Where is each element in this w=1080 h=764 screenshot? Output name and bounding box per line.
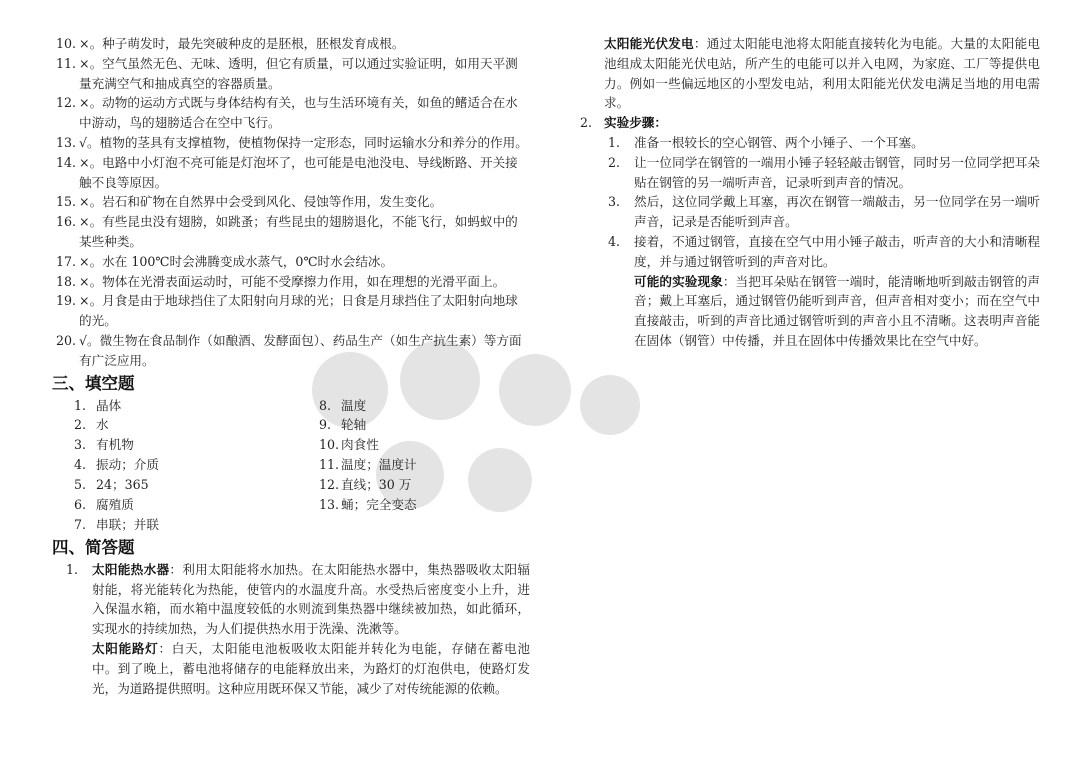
fill-answer-7 [74, 515, 319, 535]
fill-number: 4. [74, 457, 87, 473]
fill-text: 腐殖质 [96, 497, 134, 513]
tf-text: √。微生物在食品制作（如酿酒、发酵面包）、药品生产（如生产抗生素）等方面有广泛应用。 [79, 332, 522, 368]
tf-number: 12. [56, 95, 77, 111]
left-column [52, 34, 530, 698]
tf-text: √。植物的茎具有支撑植物，使植物保持一定形态，同时运输水分和养分的作用。 [79, 134, 528, 150]
tf-number: 19. [56, 293, 77, 309]
fill-text: 有机物 [96, 437, 134, 453]
paragraph-text: ：白天，太阳能电池板吸收太阳能并转化为电能，存储在蓄电池中。到了晚上，蓄电池将储存的电能释放出来，为路灯的灯泡供电，使路灯发光，为道路提供照明。这种应用既环保又节能，减少了对传统能源的依赖。 [92, 641, 531, 696]
tf-text: ×。水在 100℃时会沸腾变成水蒸气，0℃时水会结冰。 [79, 253, 394, 269]
step-number: 1. [608, 134, 621, 150]
fill-number: 6. [74, 497, 87, 513]
step-text: 然后，这位同学戴上耳塞，再次在钢管一端敲击，另一位同学在另一端听声音，记录是否能听到声音。 [634, 194, 1040, 230]
tf-text: ×。有些昆虫没有翅膀，如跳蚤；有些昆虫的翅膀退化，不能飞行，如蚂蚁中的某些种类。 [79, 214, 518, 249]
tf-text: ×。电路中小灯泡不亮可能是灯泡坏了，也可能是电池没电、导线断路、开关接触不良等原因。 [79, 154, 518, 190]
step-text: 准备一根较长的空心钢管、两个小锤子、一个耳塞。 [634, 134, 924, 150]
steps-label: 实验步骤： [604, 115, 667, 131]
paragraph-text: ：利用太阳能将水加热。在太阳能热水器中，集热器吸收太阳辐射能，将光能转化为热能，使管内的水温度升高。水受热后密度变小上升，进入保温水箱，而水箱中温度较低的水则流到集热器中继续被加热，如此循环，实现水的持续加热，为人们提供热水用于洗澡、洗漱等。 [92, 561, 531, 637]
step-number: 3. [608, 194, 621, 210]
solar-street-light-paragraph [92, 639, 530, 698]
tf-text: ×。岩石和矿物在自然界中会受到风化、侵蚀等作用，发生变化。 [79, 194, 443, 210]
fill-number: 11. [319, 457, 340, 473]
fill-answer-11 [319, 455, 529, 475]
step-text: 让一位同学在钢管的一端用小锤子轻轻敲击钢管，同时另一位同学把耳朵贴在钢管的另一端听声音，记录听到声音的情况。 [634, 154, 1040, 190]
fill-answer-6 [74, 495, 319, 515]
phenomenon-label: 可能的实验现象 [634, 273, 723, 289]
tf-answer-17 [56, 252, 530, 272]
fill-number: 9. [319, 417, 332, 433]
fill-text: 晶体 [96, 397, 122, 413]
tf-answer-14 [56, 153, 530, 193]
fill-answer-3 [74, 435, 319, 455]
step-text: 接着，不通过钢管，直接在空气中用小锤子敲击，听声音的大小和清晰程度，并与通过钢管听到的声音对比。 [634, 233, 1040, 269]
tf-number: 20. [56, 332, 77, 348]
fill-text: 串联；并联 [96, 516, 159, 532]
tf-answer-15 [56, 192, 530, 212]
fill-column-left [74, 396, 319, 535]
step-number: 2. [608, 154, 621, 170]
fill-text: 直线；30 万 [341, 477, 412, 493]
tf-answer-12 [56, 93, 530, 133]
fill-text: 振动；介质 [96, 457, 159, 473]
tf-number: 11. [56, 55, 77, 71]
fill-text: 温度 [341, 397, 367, 413]
experiment-step-2 [580, 153, 1040, 193]
tf-answer-10 [56, 34, 530, 54]
experiment-step-3 [580, 192, 1040, 232]
fill-number: 13. [319, 497, 340, 513]
short-answer-number: 2. [580, 115, 593, 131]
phenomenon-text: ：当把耳朵贴在钢管一端时，能清晰地听到敲击钢管的声音；戴上耳塞后，通过钢管仍能听到声音，但声音相对变小；而在空气中直接敲击，听到的声音比通过钢管听到的声音小且不清晰。这表明声音能在固体（钢管）中传播，并且在固体中传播效果比在空气中好。 [634, 273, 1041, 348]
paragraph-text: ：通过太阳能电池将太阳能直接转化为电能。大量的太阳能电池组成太阳能光伏电站，所产生的电能可以并入电网，为家庭、工厂等提供电力。例如一些偏远地区的小型发电站，利用太阳能光伏发电满足当地的用电需求。 [604, 36, 1041, 111]
tf-text: ×。物体在光滑表面运动时，可能不受摩擦力作用，如在理想的光滑平面上。 [79, 273, 506, 289]
short-answer-2-header [580, 113, 1040, 133]
tf-text: ×。动物的运动方式既与身体结构有关，也与生活环境有关，如鱼的鳍适合在水中游动，鸟的翅膀适合在空中飞行。 [79, 95, 518, 131]
fill-text: 温度；温度计 [341, 457, 417, 473]
step-number: 4. [608, 233, 621, 249]
tf-answer-18 [56, 272, 530, 292]
paragraph-label: 太阳能光伏发电 [604, 36, 694, 51]
tf-number: 13. [56, 134, 77, 150]
fill-answer-10 [319, 435, 529, 455]
short-answer-1-continued [604, 34, 1040, 113]
experiment-step-1 [580, 133, 1040, 153]
tf-answer-19 [56, 291, 530, 331]
tf-answer-11 [56, 54, 530, 94]
tf-answer-13 [56, 133, 530, 153]
short-answer-1 [52, 560, 530, 699]
tf-number: 15. [56, 194, 77, 210]
fill-number: 2. [74, 417, 87, 433]
section-title-fill-in: 三、填空题 [52, 373, 135, 393]
fill-answer-9 [319, 415, 529, 435]
tf-number: 14. [56, 154, 77, 170]
tf-text: ×。月食是由于地球挡住了太阳射向月球的光；日食是月球挡住了太阳射向地球的光。 [79, 293, 518, 329]
fill-number: 12. [319, 477, 340, 493]
solar-water-heater-paragraph [92, 560, 530, 639]
solar-pv-paragraph [604, 34, 1040, 113]
fill-text: 水 [96, 417, 109, 433]
paragraph-label: 太阳能路灯 [92, 641, 159, 657]
tf-text: ×。空气虽然无色、无味、透明，但它有质量，可以通过实验证明，如用天平测量充满空气和抽成真空的容器质量。 [79, 55, 518, 91]
tf-answer-20 [56, 331, 530, 371]
short-answer-number: 1. [66, 561, 79, 577]
fill-number: 8. [319, 397, 332, 413]
experiment-phenomenon [634, 272, 1040, 351]
fill-answer-4 [74, 455, 319, 475]
experiment-steps [580, 133, 1040, 351]
section-title-short-answer: 四、简答题 [52, 537, 135, 557]
experiment-step-4 [580, 232, 1040, 272]
fill-answer-1 [74, 396, 319, 416]
fill-number: 1. [74, 397, 87, 413]
fill-answer-5 [74, 475, 319, 495]
fill-number: 5. [74, 477, 87, 493]
fill-answer-13 [319, 495, 529, 515]
tf-number: 10. [56, 36, 77, 51]
tf-text: ×。种子萌发时，最先突破种皮的是胚根，胚根发育成根。 [79, 36, 405, 51]
fill-text: 24；365 [96, 477, 149, 493]
fill-text: 肉食性 [341, 437, 379, 453]
fill-in-answers [74, 396, 530, 535]
paragraph-label: 太阳能热水器 [92, 561, 170, 577]
fill-answer-12 [319, 475, 529, 495]
tf-number: 17. [56, 253, 77, 269]
fill-answer-2 [74, 415, 319, 435]
tf-answer-16 [56, 212, 530, 252]
fill-text: 蛹；完全变态 [341, 497, 417, 513]
fill-number: 3. [74, 437, 87, 453]
true-false-answers [52, 34, 530, 371]
fill-column-right [319, 396, 529, 535]
right-column [580, 34, 1040, 351]
fill-text: 轮轴 [341, 417, 367, 433]
tf-number: 18. [56, 273, 77, 289]
fill-number: 10. [319, 437, 340, 453]
tf-number: 16. [56, 214, 77, 230]
fill-number: 7. [74, 516, 87, 532]
short-answer-body [92, 560, 530, 699]
short-answer-2 [580, 113, 1040, 351]
fill-answer-8 [319, 396, 529, 416]
